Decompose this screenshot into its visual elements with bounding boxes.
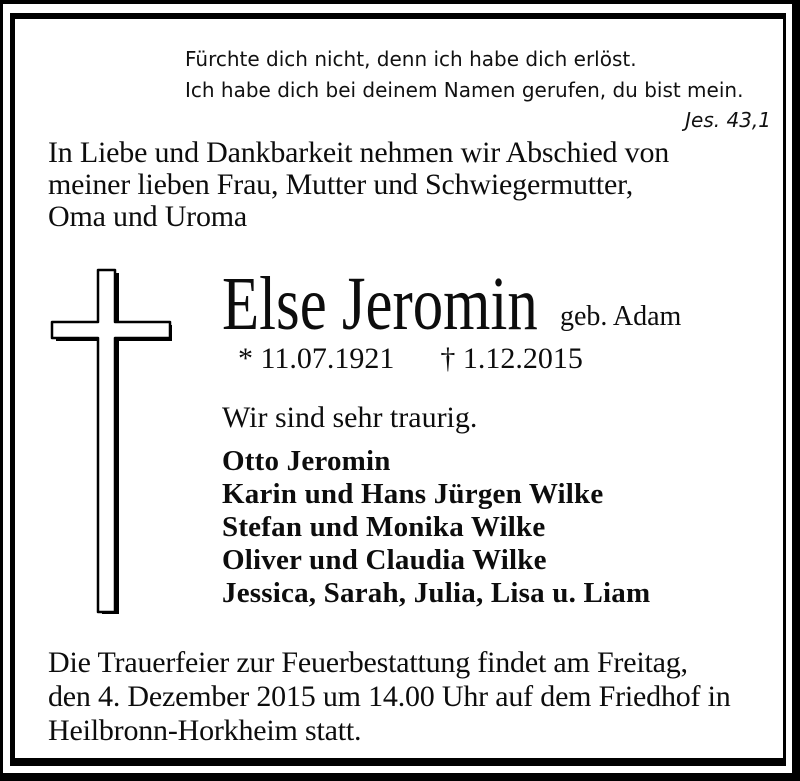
mourning-phrase: Wir sind sehr traurig. <box>222 401 478 434</box>
funeral-line: Die Trauerfeier zur Feuerbestattung findet am Freitag, <box>48 646 688 679</box>
scripture-verse-line2: Ich habe dich bei deinem Namen gerufen, du bist mein. <box>185 78 744 102</box>
birth-date: * 11.07.1921 <box>238 342 395 375</box>
intro-line: In Liebe und Dankbarkeit nehmen wir Abschied von <box>48 136 670 169</box>
mourner-line: Oliver und Claudia Wilke <box>222 544 547 576</box>
mourner-line: Stefan und Monika Wilke <box>222 511 546 543</box>
deceased-name: Else Jeromin <box>222 262 538 346</box>
mourner-line: Jessica, Sarah, Julia, Lisa u. Liam <box>222 577 651 609</box>
mourners-list <box>222 445 650 610</box>
intro-text <box>48 137 669 233</box>
maiden-name: geb. Adam <box>560 301 682 332</box>
intro-line: meiner lieben Frau, Mutter und Schwiegermutter, <box>48 168 634 201</box>
mourner-line: Otto Jeromin <box>222 445 391 477</box>
death-date: † 1.12.2015 <box>440 342 583 375</box>
cross-icon <box>50 268 172 614</box>
scripture-verse-line1: Fürchte dich nicht, denn ich habe dich erlöst. <box>185 47 637 71</box>
funeral-line: Heilbronn-Horkheim statt. <box>48 714 362 747</box>
funeral-info <box>48 646 731 748</box>
funeral-line: den 4. Dezember 2015 um 14.00 Uhr auf dem Friedhof in <box>48 680 731 713</box>
scripture-reference: Jes. 43,1 <box>685 108 771 132</box>
life-dates <box>238 344 583 374</box>
intro-line: Oma und Uroma <box>48 200 248 233</box>
scripture-verse <box>185 44 771 135</box>
mourner-line: Karin und Hans Jürgen Wilke <box>222 478 604 510</box>
